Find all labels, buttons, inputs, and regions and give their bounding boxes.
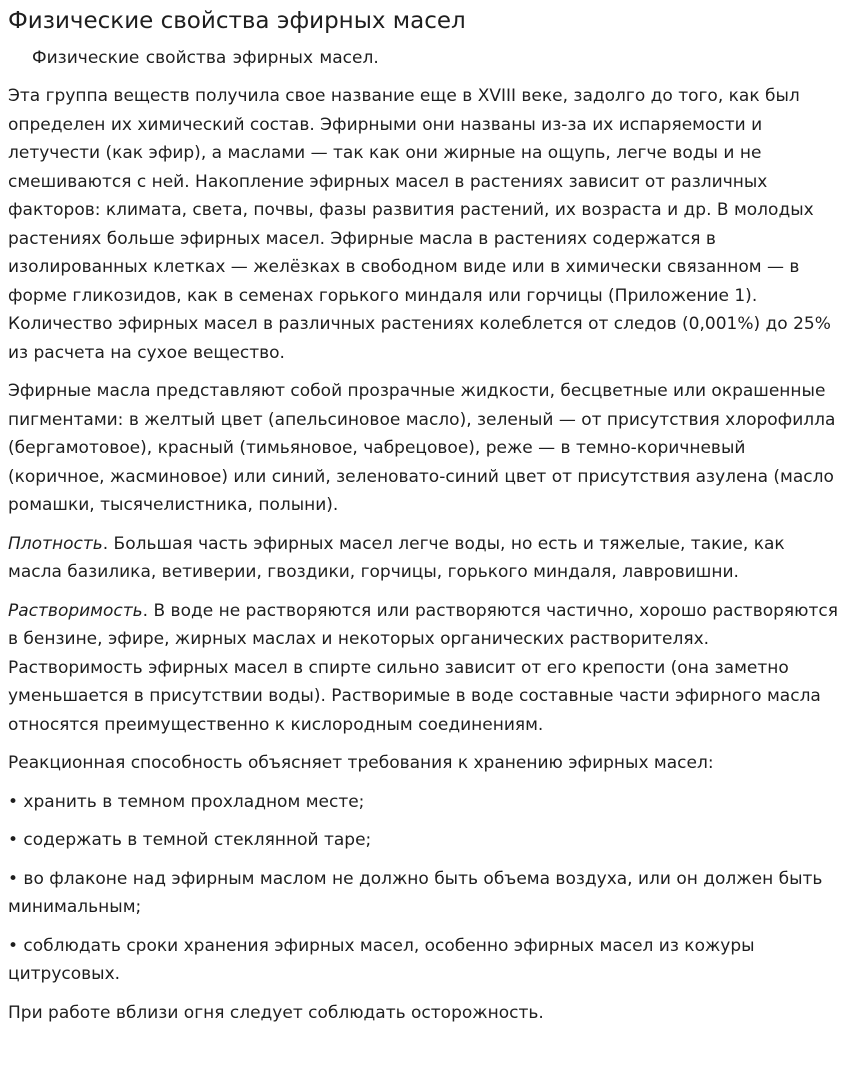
paragraph-solubility — [8, 597, 839, 740]
list-item: • хранить в темном прохладном месте; — [8, 791, 365, 812]
paragraph-fire-warning: При работе вблизи огня следует соблюдать осторожность. — [8, 1002, 544, 1023]
subtitle: Физические свойства эфирных масел. — [32, 48, 379, 68]
paragraph-color: Эфирные масла представляют собой прозрачные жидкости, бесцветные или окрашенные пигментами: в желтый цвет (апельсиновое масло), зеленый — от присутствия хлорофилла (бергамотовое), красный (тимьяновое, чабрецовое), реже — в темно-коричневый (коричное, жасминовое) или синий, зеленовато-синий цвет от присутствия азулена (масло ромашки, тысячелистника, полыни). — [8, 381, 836, 515]
density-text: . Большая часть эфирных масел легче воды, но есть и тяжелые, такие, как масла базилика, ветиверии, гвоздики, горчицы, горького миндаля, лавровишни. — [8, 533, 785, 582]
list-item: • во флаконе над эфирным маслом не должно быть объема воздуха, или он должен быть минимальным; — [8, 868, 823, 917]
page-title: Физические свойства эфирных масел — [8, 8, 466, 34]
list-item: • соблюдать сроки хранения эфирных масел, особенно эфирных масел из кожуры цитрусовых. — [8, 935, 755, 984]
list-item: • содержать в темной стеклянной таре; — [8, 830, 372, 850]
term-solubility: Растворимость — [8, 600, 143, 621]
paragraph-intro: Эта группа веществ получила свое название еще в XVIII веке, задолго до того, как был определен их химический состав. Эфирными они названы из-за их испаряемости и летучести (как эфир), а маслами — так как они жирные на ощупь, легче воды и не смешиваются с ней. Накопление эфирных масел в растениях зависит от различных факторов: климата, света, почвы, фазы развития растений, их возраста и др. В молодых растениях больше эфирных масел. Эфирные масла в растениях содержатся в изолированных клетках — желёзках в свободном виде или в химически связанном — в форме гликозидов, как в семенах горького миндаля или горчицы (Приложение 1). Количество эфирных масел в различных растениях колеблется от следов (0,001%) до 25% из расчета на сухое вещество. — [8, 86, 831, 363]
term-density: Плотность — [8, 533, 103, 554]
paragraph-density — [8, 530, 839, 587]
solubility-text: . В воде не растворяются или растворяются частично, хорошо растворяются в бензине, эфире, жирных маслах и некоторых органических растворителях. Растворимость эфирных масел в спирте сильно зависит от его крепости (она заметно уменьшается в присутствии воды). Растворимые в воде составные части эфирного масла относятся преимущественно к кислородным соединениям. — [8, 600, 838, 735]
paragraph-reactivity: Реакционная способность объясняет требования к хранению эфирных масел: — [8, 753, 714, 773]
